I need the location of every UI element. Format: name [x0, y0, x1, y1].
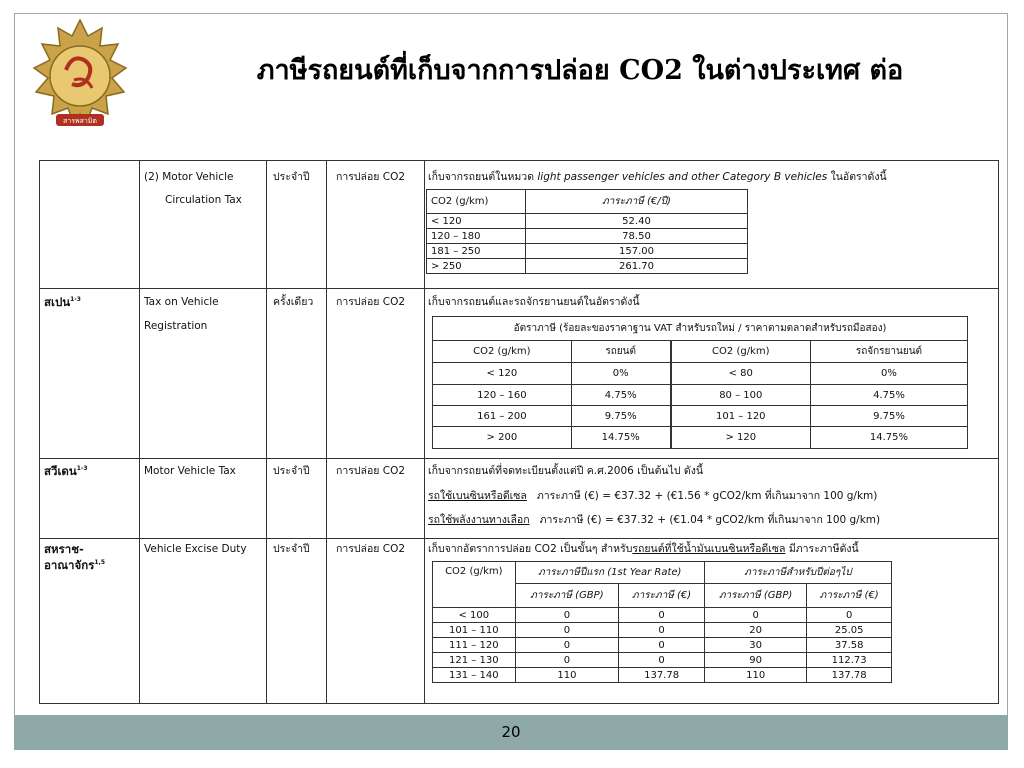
slide-title: ภาษีรถยนต์ที่เก็บจากการปล่อย CO2 ในต่างประเทศ ต่อ — [256, 55, 904, 86]
row3-basis: การปล่อย CO2 — [336, 465, 406, 477]
page-number: 20 — [501, 723, 521, 741]
excise-seal-logo — [28, 18, 132, 133]
row3-line1: รถใช้เบนซินหรือดีเซล ภาระภาษี (€) = €37.32 + (€1.56 * gCO2/km ที่เกินมาจาก 100 g/km) — [428, 490, 878, 502]
row3-line2: รถใช้พลังงานทางเลือก ภาระภาษี (€) = €37.32 + (€1.04 * gCO2/km ที่เกินมาจาก 100 g/km) — [428, 514, 881, 526]
row1-tax-name-line1: (2) Motor Vehicle — [144, 171, 234, 183]
row4-country-line1: สหราช- — [44, 542, 84, 556]
row4-basis: การปล่อย CO2 — [336, 543, 406, 555]
row2-country: สเปน$^{1-3}$ — [44, 295, 81, 309]
row1-tax-name-line2: Circulation Tax — [165, 194, 242, 206]
row2-tax-name-line1: Tax on Vehicle — [144, 296, 219, 308]
row1-basis: การปล่อย CO2 — [336, 171, 406, 183]
row2-tax-name-line2: Registration — [144, 320, 208, 332]
row3-tax-name: Motor Vehicle Tax — [144, 465, 236, 477]
row4-rate-table: CO2 (g/km) ภาระภาษีปีแรก (1st Year Rate) ภาระภาษีสำหรับปีต่อๆไป ภาระภาษี (GBP) ภาระภาษี (€) ภาระภาษี (GBP) ภาระภาษี (€) < 100 0 0 0 0 101 – 110 0 0 20 25.05 111 – 120 0 0 30 37.58 121 – 130 0 0 90 112.73 131 – 140 110 137.78 110 137.78 — [432, 561, 892, 683]
row4-country-line2: อาณาจักร$^{1,5}$ — [44, 558, 106, 572]
row4-tax-name: Vehicle Excise Duty — [144, 543, 247, 555]
row3-country: สวีเดน$^{1-3}$ — [44, 464, 88, 478]
row4-description: เก็บจากอัตราการปล่อย CO2 เป็นขั้นๆ สำหรับรถยนต์ที่ใช้น้ำมันเบนซินหรือดีเซล มีภาระภาษีดังนี้ — [428, 543, 859, 555]
row4-frequency: ประจำปี — [273, 543, 310, 555]
row1-frequency: ประจำปี — [273, 171, 310, 183]
tax-document — [39, 160, 999, 704]
footer-bar — [14, 715, 1008, 750]
row3-description: เก็บจากรถยนต์ที่จดทะเบียนตั้งแต่ปี ค.ศ.2006 เป็นต้นไป ดังนี้ — [428, 465, 703, 477]
row2-rate-table: อัตราภาษี (ร้อยละของราคาฐาน VAT สำหรับรถใหม่ / ราคาตามตลาดสำหรับรถมือสอง) CO2 (g/km) รถยนต์ CO2 (g/km) รถจักรยานยนต์ < 120 0% < 80 0% 120 – 160 4.75% 80 – 100 4.75% 161 – 200 9.75% 101 – 120 9.75% > 200 14.75% > 120 14.75% — [432, 316, 968, 449]
row2-frequency: ครั้งเดียว — [273, 296, 314, 308]
svg-text:สารพสามิต: สารพสามิต — [63, 117, 97, 125]
row2-description: เก็บจากรถยนต์และรถจักรยานยนต์ในอัตราดังนี้ — [428, 296, 640, 308]
row2-basis: การปล่อย CO2 — [336, 296, 406, 308]
row1-rate-table: CO2 (g/km) ภาระภาษี (€/ปี) < 120 52.40 120 – 180 78.50 181 – 250 157.00 > 250 261.70 — [426, 189, 748, 274]
row3-frequency: ประจำปี — [273, 465, 310, 477]
row1-description: เก็บจากรถยนต์ในหมวด light passenger vehicles and other Category B vehicles ในอัตราดังนี้ — [428, 171, 887, 183]
